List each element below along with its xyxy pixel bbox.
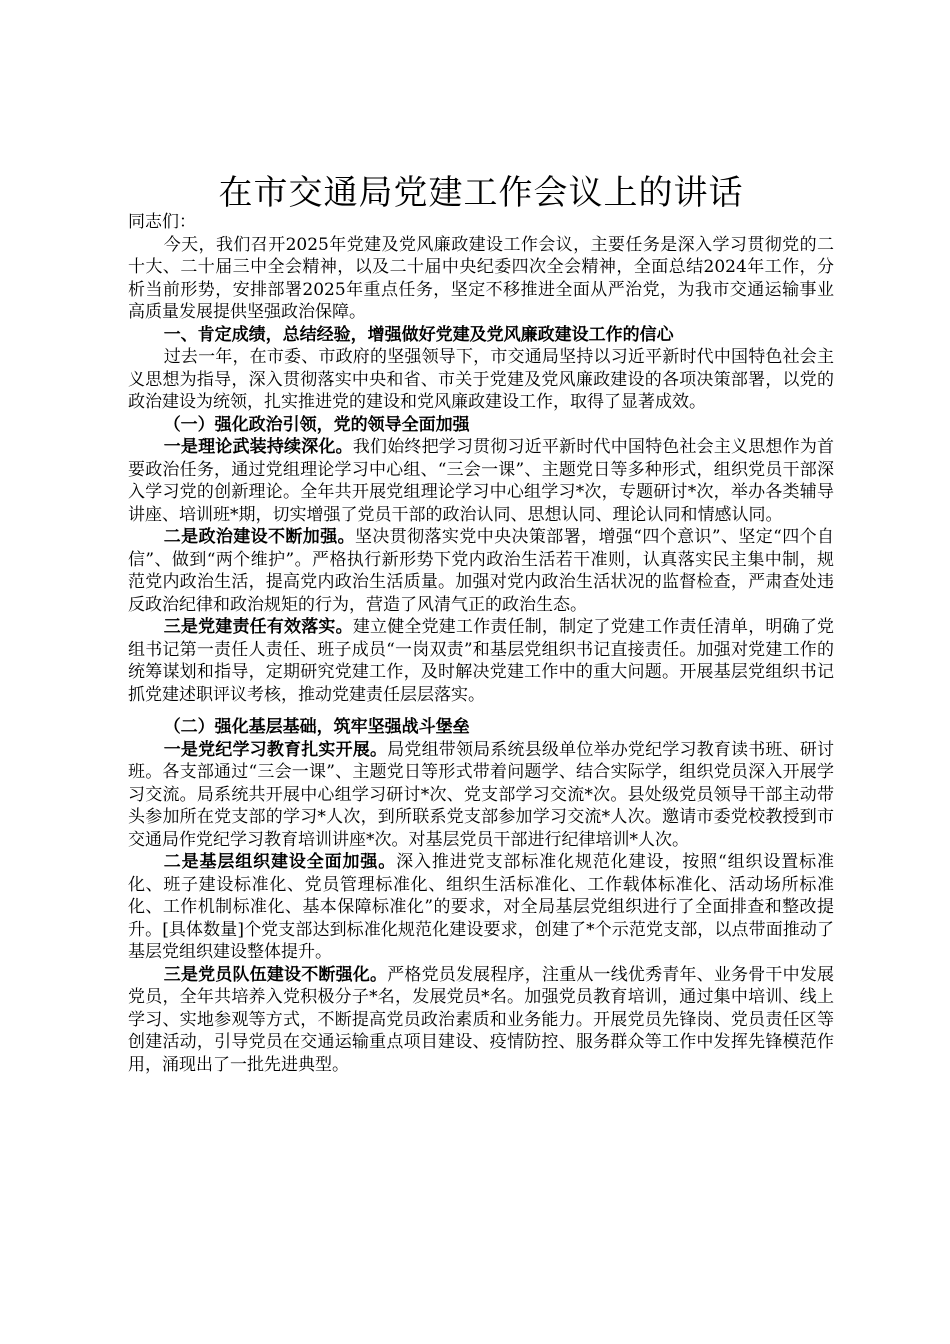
section-heading-1: 一、肯定成绩，总结经验，增强做好党建及党风廉政建设工作的信心 bbox=[163, 324, 674, 345]
item-lead: 一是党纪学习教育扎实开展。 bbox=[163, 739, 388, 760]
paragraph-item bbox=[128, 851, 834, 964]
item-lead: 一是理论武装持续深化。 bbox=[163, 437, 353, 457]
item-lead: 二是政治建设不断加强。 bbox=[163, 527, 355, 547]
item-text: 局党组带领局系统县级单位举办党纪学习教育读书班、研讨班。各支部通过“三会一课”、主题党日等形式带着问题学、结合实际学，组织党员深入开展学习交流。局系统共开展中心组学习研讨*次、党支部学习交流*次。县处级党员领导干部主动带头参加所在党支部的学习*人次，到所联系党支部参加学习交流*人次。邀请市委党校教授到市交通局作党纪学习教育培训讲座*次。对基层党员干部进行纪律培训*人次。 bbox=[128, 739, 835, 850]
salutation: 同志们： bbox=[128, 212, 196, 232]
subsection-heading-1: （一）强化政治引领，党的领导全面加强 bbox=[163, 414, 470, 435]
item-lead: 三是党员队伍建设不断强化。 bbox=[163, 964, 388, 985]
paragraph-item bbox=[128, 964, 834, 1077]
item-text: 建立健全党建工作责任制，制定了党建工作责任清单，明确了党组书记第一责任人责任、班子成员“一岗双责”和基层党组织书记直接责任。加强对党建工作的统筹谋划和指导，定期研究党建工作，及时解决党建工作中的重大问题。开展基层党组织书记抓党建述职评议考核，推动党建责任层层落实。 bbox=[128, 617, 835, 705]
item-lead: 二是基层组织建设全面加强。 bbox=[163, 852, 397, 872]
section-1-body: 过去一年，在市委、市政府的坚强领导下，市交通局坚持以习近平新时代中国特色社会主义思想为指导，深入贯彻落实中央和省、市关于党建及党风廉政建设的各项决策部署，以党的政治建设为统领，扎实推进党的建设和党风廉政建设工作，取得了显著成效。 bbox=[128, 347, 834, 412]
item-text: 深入推进党支部标准化规范化建设，按照“组织设置标准化、班子建设标准化、党员管理标准化、组织生活标准化、工作载体标准化、活动场所标准化、工作机制标准化、基本保障标准化”的要求，对全局基层党组织进行了全面排查和整改提升。[具体数量]个党支部达到标准化规范化建设要求，创建了*个示范党支部，以点带面推动了基层党组织建设整体提升。 bbox=[128, 852, 834, 962]
paragraph-item bbox=[128, 616, 834, 706]
document-page bbox=[128, 170, 834, 1076]
paragraph-item bbox=[128, 526, 834, 616]
item-text: 坚决贯彻落实党中央决策部署，增强“四个意识”、坚定“四个自信”、做到“两个维护”。严格执行新形势下党内政治生活若干准则，认真落实民主集中制，规范党内政治生活，提高党内政治生活质量。加强对党内政治生活状况的监督检查，严肃查处违反政治纪律和政治规矩的行为，营造了风清气正的政治生态。 bbox=[128, 527, 834, 615]
item-text: 严格党员发展程序，注重从一线优秀青年、业务骨干中发展党员，全年共培养入党积极分子*名，发展党员*名。加强党员教育培训，通过集中培训、线上学习、实地参观等方式，不断提高党员政治素质和业务能力。开展党员先锋岗、党员责任区等创建活动，引导党员在交通运输重点项目建设、疫情防控、服务群众等工作中发挥先锋模范作用，涌现出了一批先进典型。 bbox=[128, 964, 835, 1075]
subsection-heading-2: （二）强化基层基础，筑牢坚强战斗堡垒 bbox=[163, 717, 470, 737]
paragraph-item bbox=[128, 436, 834, 526]
item-lead: 三是党建责任有效落实。 bbox=[163, 617, 353, 637]
item-text: 我们始终把学习贯彻习近平新时代中国特色社会主义思想作为首要政治任务，通过党组理论学习中心组、“三会一课”、主题党日等多种形式，组织党员干部深入学习党的创新理论。全年共开展党组理论学习中心组学习*次，专题研讨*次，举办各类辅导讲座、培训班*期，切实增强了党员干部的政治认同、思想认同、理论认同和情感认同。 bbox=[128, 437, 835, 525]
document-title: 在市交通局党建工作会议上的讲话 bbox=[218, 173, 744, 213]
intro-paragraph: 今天，我们召开2025年党建及党风廉政建设工作会议，主要任务是深入学习贯彻党的二十大、二十届三中全会精神，以及二十届中央纪委四次全会精神，全面总结2024年工作，分析当前形势，安排部署2025年重点任务，坚定不移推进全面从严治党，为我市交通运输事业高质量发展提供坚强政治保障。 bbox=[128, 234, 834, 322]
paragraph-item bbox=[128, 739, 834, 852]
